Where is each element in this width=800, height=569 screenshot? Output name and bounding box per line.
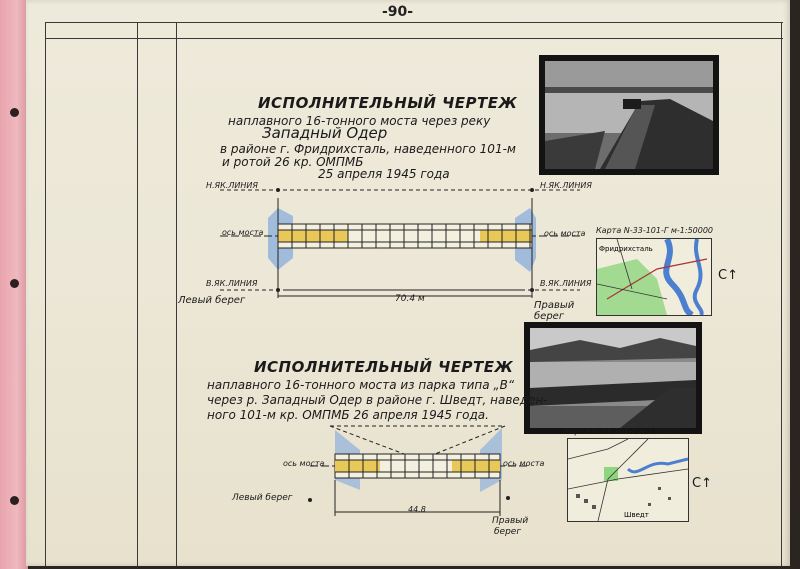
d2-axis-right: ось моста [503,459,545,468]
d1-right-bank: Правый [534,300,575,311]
d1-right-bank-2: берег [534,311,565,322]
map1-label: Карта N-33-101-Г м-1:50000 [596,226,714,235]
binding-hole [10,279,19,288]
drawing1-line2: Западный Одер [262,124,388,142]
d1-length: 70.4 м [395,294,425,304]
d2-length: 44.8 [408,505,426,514]
drawing2-title: ИСПОЛНИТЕЛЬНЫЙ ЧЕРТЕЖ [254,358,514,376]
drawing1-line4: и ротой 26 кр. ОМПМБ [222,155,364,169]
d1-axis-left: ось моста [222,228,264,237]
bridge-photo-2 [524,322,702,434]
d1-axis-right: ось моста [544,229,586,238]
map1-town: Фридрихсталь [599,245,653,253]
d2-left-bank: Левый берег [232,493,293,503]
top-rule [45,22,783,23]
d1-left-bank: Левый берег [178,295,246,306]
north-arrow-icon: C↑ [718,268,738,283]
binding-hole [10,108,19,117]
map2-label: Карта N-33-101-Г м-1:50000 [564,427,682,436]
d1-anchor-top-left: Н.ЯК.ЛИНИЯ [206,181,258,190]
north-arrow-icon: C↑ [692,476,712,491]
map2-town: Шведт [624,511,649,519]
page-number: -90- [382,4,414,20]
d1-anchor-bottom-right: В.ЯК.ЛИНИЯ [540,279,592,288]
drawing2-line1: наплавного 16-тонного моста из парка типа „В“ [207,378,515,392]
bridge-photo-1 [539,55,719,175]
margin-rule [176,22,177,566]
map2 [567,438,689,522]
drawing1-line3: в районе г. Фридрихсталь, наведенного 101-м [220,142,516,156]
margin-rule [781,22,782,566]
drawing2-line2: через р. Западный Одер в районе г. Шведт, наведен- [207,393,548,407]
drawing1-title: ИСПОЛНИТЕЛЬНЫЙ ЧЕРТЕЖ [258,94,518,112]
d2-right-bank-2: берег [494,527,522,537]
d1-anchor-top-right: Н.ЯК.ЛИНИЯ [540,181,592,190]
top-rule [45,38,783,39]
drawing1-line1: наплавного 16-тонного моста через реку [228,114,491,128]
margin-rule [137,22,138,566]
map1 [596,238,712,316]
d2-right-bank: Правый [492,516,529,526]
d2-axis-left: ось моста [283,459,325,468]
binding-hole [10,496,19,505]
drawing1-line5: 25 апреля 1945 года [318,167,450,181]
d1-anchor-bottom-left: В.ЯК.ЛИНИЯ [206,279,258,288]
margin-rule [45,22,46,566]
drawing2-line3: ного 101-м кр. ОМПМБ 26 апреля 1945 года. [207,408,489,422]
